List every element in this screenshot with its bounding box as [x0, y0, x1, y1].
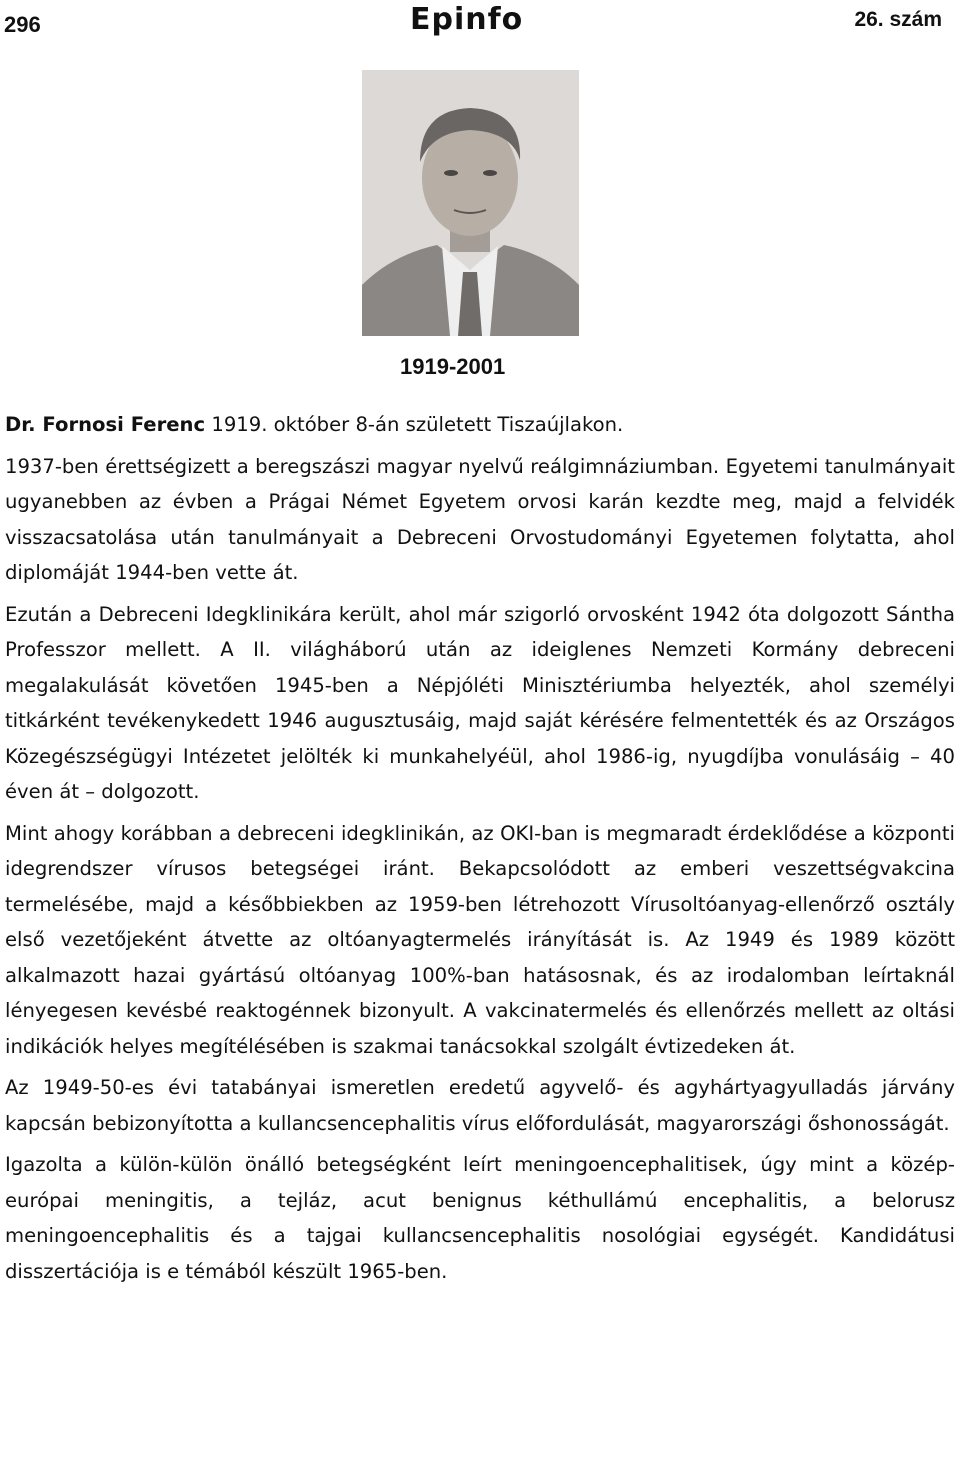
page-header — [0, 0, 960, 60]
portrait-photo — [362, 70, 579, 336]
paragraph-education: 1937-ben érettségizett a beregszászi magyar nyelvű reálgimnáziumban. Egyetemi tanulmányait ugyanebben az évben a Prágai Német Egyetem orvosi karán kezdte meg, majd a felvidék visszacsatolása után tanulmányait a Debreceni Orvostudományi Egyetemen folytatta, ahol diplomáját 1944-ben vette át. — [5, 454, 955, 584]
page-number: 296 — [4, 12, 41, 37]
paragraph-epidemic: Az 1949-50-es évi tatabányai ismeretlen eredetű agyvelő- és agyhártyagyulladás járvány kapcsán bebizonyította a kullancsencephalitis vírus előfordulását, magyarországi őshonosságát. — [5, 1076, 955, 1135]
issue-number: 26. szám — [854, 8, 942, 31]
birth-text: 1919. október 8-án született Tiszaújlakon. — [205, 413, 624, 436]
person-name: Dr. Fornosi Ferenc — [5, 413, 206, 436]
paragraph-nosology: Igazolta a külön-külön önálló betegségként leírt meningoencephalitisek, úgy mint a közép-európai meningitis, a tejláz, acut benignus kéthullámú encephalitis, a belorusz meningoencephalitis és a tajgai kullancsencephalitis nosológiai egységét. Kandidátusi disszertációja is e témából készült 1965-ben. — [5, 1153, 955, 1283]
obituary-text — [5, 407, 955, 1289]
paragraph-career: Ezután a Debreceni Idegklinikára került, ahol már szigorló orvosként 1942 óta dolgozott Sántha Professzor mellett. A II. világháború után az ideiglenes Nemzeti Kormány debreceni megalakulását követően 1945-ben a Népjóléti Minisztériumba helyezték, ahol személyi titkárként tevékenykedett 1946 augusztusáig, majd saját kérésére felmentették és az Országos Közegészségügyi Intézetet jelölték ki munkahelyéül, ahol 1986-ig, nyugdíjba vonulásáig – 40 éven át – dolgozott. — [5, 602, 955, 803]
journal-logo: Epinfo — [410, 2, 524, 37]
paragraph-research: Mint ahogy korábban a debreceni idegklinikán, az OKI-ban is megmaradt érdeklődése a központi idegrendszer vírusos betegségei iránt. Bekapcsolódott az emberi veszettségvakcina termelésébe, majd a későbbiekben az 1959-ben létrehozott Vírusoltóanyag-ellenőrző osztály első vezetőjeként átvette az oltóanyagtermelés irányítását is. Az 1949 és 1989 között alkalmazott hazai gyártású oltóanyag 100%-ban hatásosnak, és az irodalomban leírtaknál lényegesen kevésbé reaktogénnek bizonyult. A vakcinatermelés és ellenőrzés mellett az oltási indikációk helyes megítélésében is szakmai tanácsokkal szolgált évtizedeken át. — [5, 821, 955, 1058]
life-years: 1919-2001 — [400, 354, 506, 379]
paragraph-birth — [5, 407, 955, 443]
